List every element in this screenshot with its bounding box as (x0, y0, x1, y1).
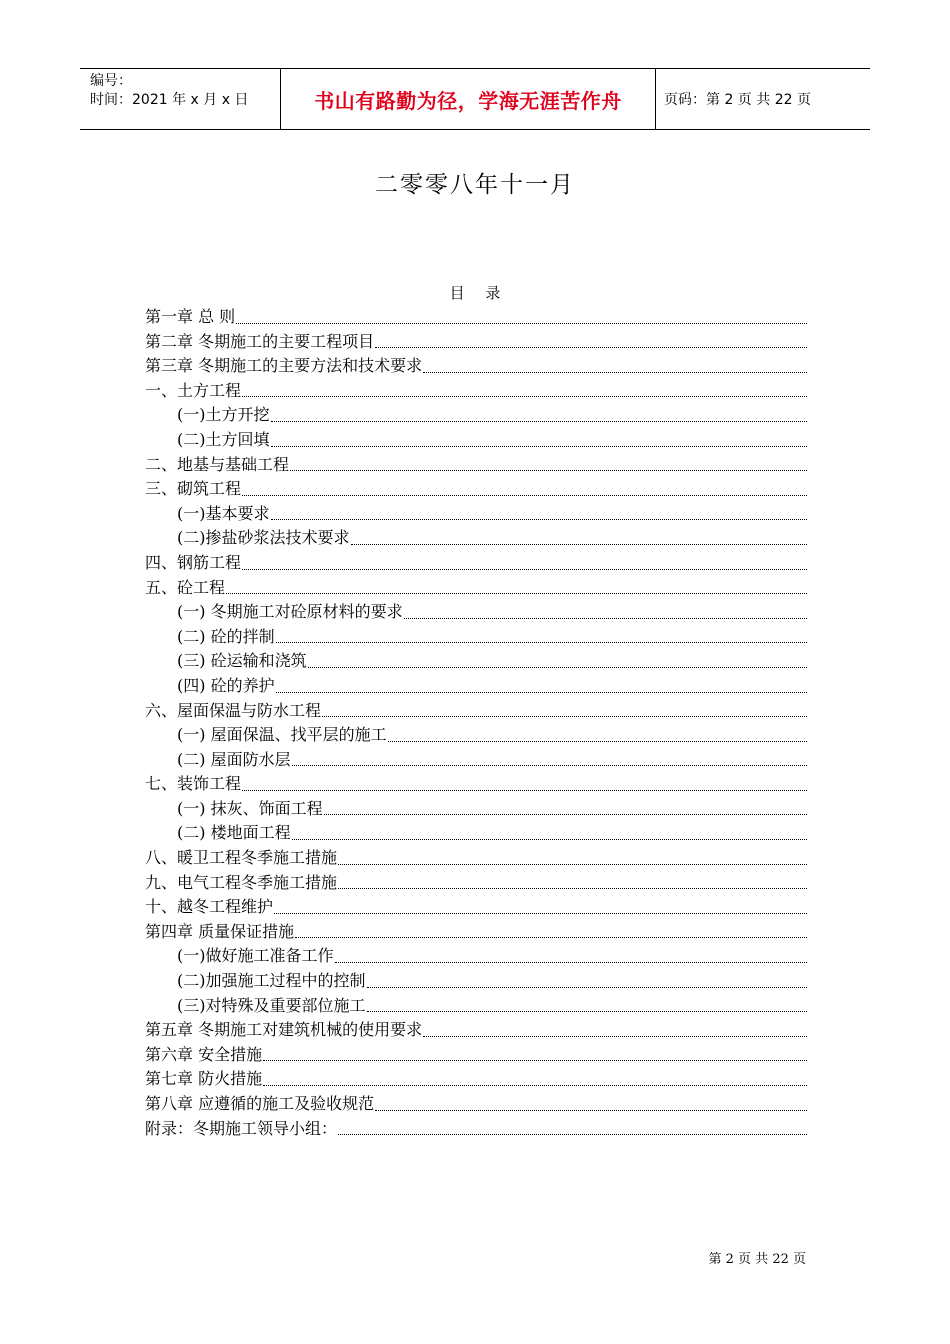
toc-dot-leader (295, 923, 807, 938)
toc-entry[interactable] (145, 502, 807, 527)
toc-entry-text: (一) 冬期施工对砼原材料的要求 (177, 602, 403, 622)
toc-entry-text: 附录：冬期施工领导小组： (145, 1118, 338, 1138)
toc-entry[interactable] (145, 1092, 807, 1117)
time-label: 时间：2021 年 x 月 x 日 (90, 92, 249, 108)
toc-dot-leader (338, 850, 807, 865)
toc-entry-text: 第六章 安全措施 (145, 1044, 263, 1064)
toc-entry-text: (一) 屋面保温、找平层的施工 (177, 725, 387, 745)
toc-entry[interactable] (145, 551, 807, 576)
toc-title-char-1: 目 (449, 284, 465, 302)
toc-entry-text: 八、暖卫工程冬季施工措施 (145, 848, 338, 868)
toc-entry[interactable] (145, 379, 807, 404)
toc-entry[interactable] (145, 699, 807, 724)
page-header (80, 68, 870, 130)
toc-dot-leader (292, 751, 807, 766)
toc-entry-text: 第四章 质量保证措施 (145, 921, 295, 941)
toc-entry[interactable] (145, 428, 807, 453)
toc-entry-text: 一、土方工程 (145, 380, 242, 400)
toc-dot-leader (236, 309, 807, 324)
toc-entry-text: 三、砌筑工程 (145, 479, 242, 499)
toc-dot-leader (242, 555, 807, 570)
toc-entry-text: (一)土方开挖 (177, 405, 270, 425)
toc-entry[interactable] (145, 969, 807, 994)
toc-dot-leader (404, 604, 807, 619)
toc-entry[interactable] (145, 354, 807, 379)
toc-entry-text: (三)对特殊及重要部位施工 (177, 995, 366, 1015)
toc-dot-leader (292, 825, 807, 840)
toc-dot-leader (226, 579, 807, 594)
toc-dot-leader (338, 874, 807, 889)
toc-entry[interactable] (145, 772, 807, 797)
toc-entry[interactable] (145, 920, 807, 945)
toc-entry[interactable] (145, 600, 807, 625)
toc-entry-text: 四、钢筋工程 (145, 552, 242, 572)
toc-dot-leader (242, 481, 807, 496)
toc-entry[interactable] (145, 477, 807, 502)
toc-entry[interactable] (145, 674, 807, 699)
toc-entry[interactable] (145, 994, 807, 1019)
toc-dot-leader (375, 1096, 807, 1111)
toc-entry[interactable] (145, 576, 807, 601)
toc-entry[interactable] (145, 1117, 807, 1142)
toc-dot-leader (388, 727, 807, 742)
toc-dot-leader (274, 899, 807, 914)
toc-dot-leader (242, 776, 807, 791)
toc-entry[interactable] (145, 821, 807, 846)
toc-title (0, 282, 950, 303)
document-date: 二零零八年十一月 (375, 172, 575, 198)
toc-dot-leader (367, 973, 808, 988)
toc-dot-leader (375, 333, 807, 348)
toc-entry[interactable] (145, 625, 807, 650)
toc-entry[interactable] (145, 846, 807, 871)
header-motto: 书山有路勤为径，学海无涯苦作舟 (280, 69, 656, 129)
toc-entry-text: 第三章 冬期施工的主要方法和技术要求 (145, 356, 423, 376)
toc-entry-text: (四) 砼的养护 (177, 675, 275, 695)
toc-entry[interactable] (145, 944, 807, 969)
toc-entry-text: 九、电气工程冬季施工措施 (145, 872, 338, 892)
toc-entry-text: (一)基本要求 (177, 503, 270, 523)
toc-entry[interactable] (145, 895, 807, 920)
toc-entry-text: 二、地基与基础工程 (145, 454, 290, 474)
toc-entry-text: (二) 砼的拌制 (177, 626, 275, 646)
toc-dot-leader (271, 407, 808, 422)
toc-entry[interactable] (145, 1043, 807, 1068)
toc-dot-leader (324, 800, 807, 815)
toc-dot-leader (322, 702, 807, 717)
toc-entry[interactable] (145, 403, 807, 428)
toc-entry[interactable] (145, 649, 807, 674)
toc-title-char-2: 录 (485, 284, 501, 302)
toc-dot-leader (271, 505, 808, 520)
toc-entry-text: 第二章 冬期施工的主要工程项目 (145, 331, 375, 351)
toc-dot-leader (276, 678, 807, 693)
toc-dot-leader (423, 358, 807, 373)
toc-entry-text: (二)土方回填 (177, 429, 270, 449)
toc-entry-text: (二)加强施工过程中的控制 (177, 971, 366, 991)
toc-entry-text: (二)掺盐砂浆法技术要求 (177, 528, 350, 548)
toc-dot-leader (308, 653, 807, 668)
toc-entry-text: 第七章 防火措施 (145, 1069, 263, 1089)
toc-dot-leader (367, 997, 808, 1012)
toc-entry-text: (一)做好施工准备工作 (177, 946, 334, 966)
toc-dot-leader (351, 530, 808, 545)
toc-dot-leader (263, 1046, 807, 1061)
toc-dot-leader (242, 382, 807, 397)
toc-entry-text: (二) 屋面防水层 (177, 749, 291, 769)
toc-dot-leader (338, 1120, 807, 1135)
toc-entry-text: 六、屋面保温与防水工程 (145, 700, 322, 720)
toc-entry[interactable] (145, 1067, 807, 1092)
toc-entry[interactable] (145, 1018, 807, 1043)
header-page-number: 页码：第 2 页 共 22 页 (664, 92, 811, 108)
toc-entry[interactable] (145, 748, 807, 773)
toc-dot-leader (276, 628, 807, 643)
toc-entry[interactable] (145, 526, 807, 551)
table-of-contents (145, 305, 807, 1141)
toc-entry[interactable] (145, 723, 807, 748)
toc-entry-text: 十、越冬工程维护 (145, 897, 274, 917)
toc-dot-leader (423, 1022, 807, 1037)
toc-entry-text: (二) 楼地面工程 (177, 823, 291, 843)
page-footer: 第 2 页 共 22 页 (708, 1252, 806, 1267)
toc-entry-text: 第八章 应遵循的施工及验收规范 (145, 1094, 375, 1113)
toc-entry-text: 第五章 冬期施工对建筑机械的使用要求 (145, 1020, 423, 1040)
toc-entry-text: 五、砼工程 (145, 577, 226, 597)
toc-entry[interactable] (145, 330, 807, 355)
number-label: 编号： (90, 73, 132, 89)
toc-entry[interactable] (145, 871, 807, 896)
toc-entry[interactable] (145, 453, 807, 478)
toc-entry-text: 第一章 总 则 (145, 307, 236, 326)
toc-dot-leader (335, 948, 808, 963)
toc-dot-leader (271, 432, 808, 447)
toc-entry-text: (三) 砼运输和浇筑 (177, 651, 307, 671)
toc-entry-text: 七、装饰工程 (145, 774, 242, 794)
toc-dot-leader (263, 1071, 807, 1086)
toc-entry[interactable] (145, 797, 807, 822)
toc-entry-text: (一) 抹灰、饰面工程 (177, 798, 323, 818)
toc-dot-leader (290, 456, 807, 471)
toc-entry[interactable] (145, 305, 807, 330)
header-meta (90, 72, 248, 110)
